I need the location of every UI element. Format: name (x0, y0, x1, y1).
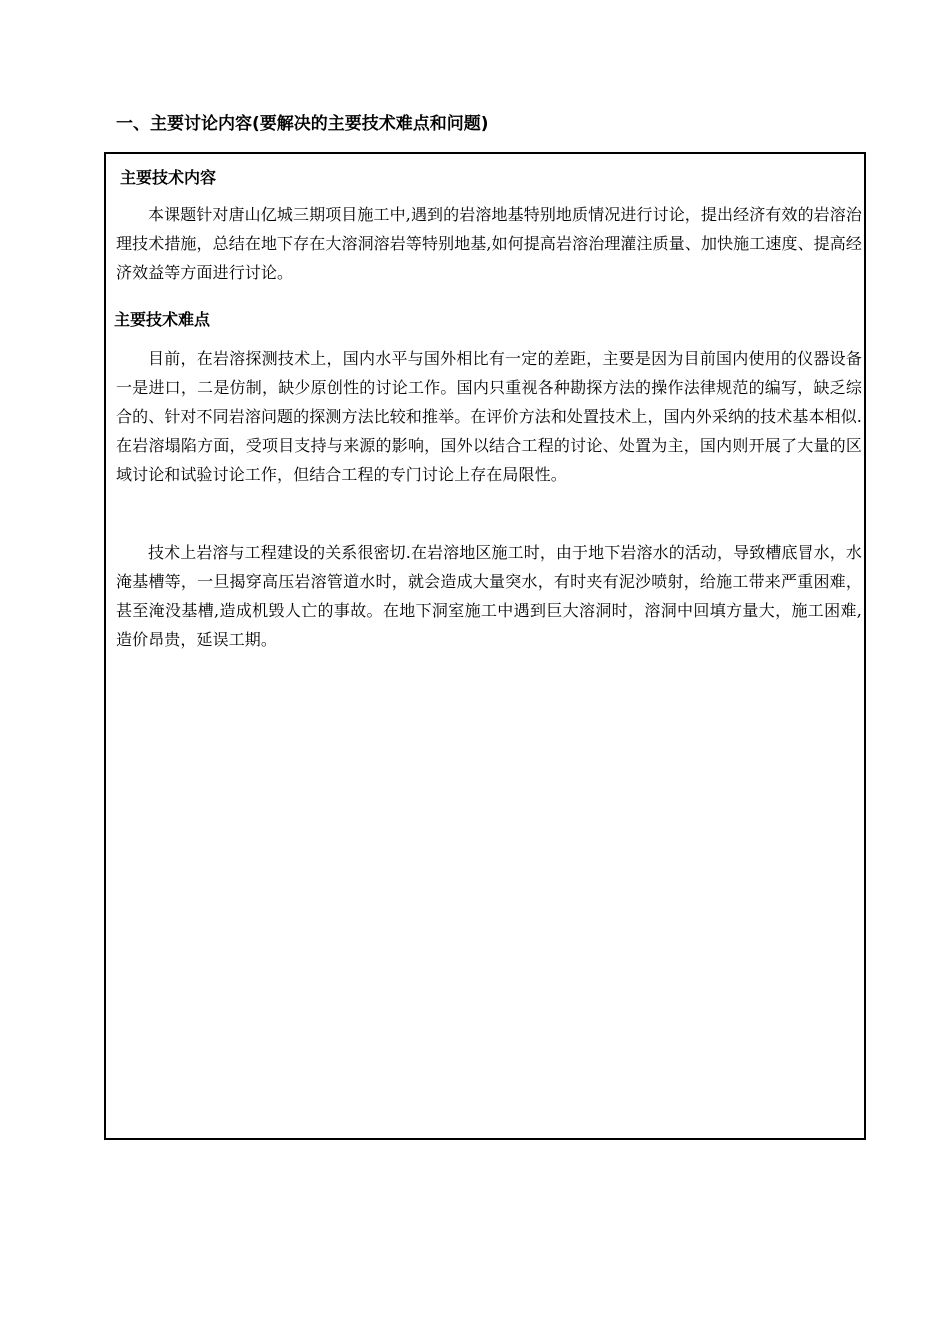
content-heading: 主要技术内容 (120, 168, 217, 187)
difficulties-paragraph-2: 技术上岩溶与工程建设的关系很密切.在岩溶地区施工时，由于地下岩溶水的活动，导致槽底冒水，水淹基槽等，一旦揭穿高压岩溶管道水时，就会造成大量突水，有时夹有泥沙喷射，给施工带来严重困难，甚至淹没基槽,造成机毁人亡的事故。在地下洞室施工中遇到巨大溶洞时，溶洞中回填方量大，施工困难,造价昂贵，延误工期。 (116, 543, 862, 649)
section-title: 一、主要讨论内容(要解决的主要技术难点和问题) (116, 114, 489, 134)
content-paragraph: 本课题针对唐山亿城三期项目施工中,遇到的岩溶地基特别地质情况进行讨论，提出经济有效的岩溶治理技术措施，总结在地下存在大溶洞溶岩等特别地基,如何提高岩溶治理灌注质量、加快施工速度、提高经济效益等方面进行讨论。 (116, 205, 862, 282)
difficulties-paragraph-1: 目前，在岩溶探测技术上，国内水平与国外相比有一定的差距，主要是因为目前国内使用的仪器设备一是进口，二是仿制，缺少原创性的讨论工作。国内只重视各种勘探方法的操作法律规范的编写，缺乏综合的、针对不同岩溶问题的探测方法比较和推举。在评价方法和处置技术上，国内外采纳的技术基本相似.在岩溶塌陷方面，受项目支持与来源的影响，国外以结合工程的讨论、处置为主，国内则开展了大量的区域讨论和试验讨论工作，但结合工程的专门讨论上存在局限性。 (116, 349, 862, 484)
difficulties-heading: 主要技术难点 (114, 310, 211, 329)
content-box (104, 152, 866, 1140)
